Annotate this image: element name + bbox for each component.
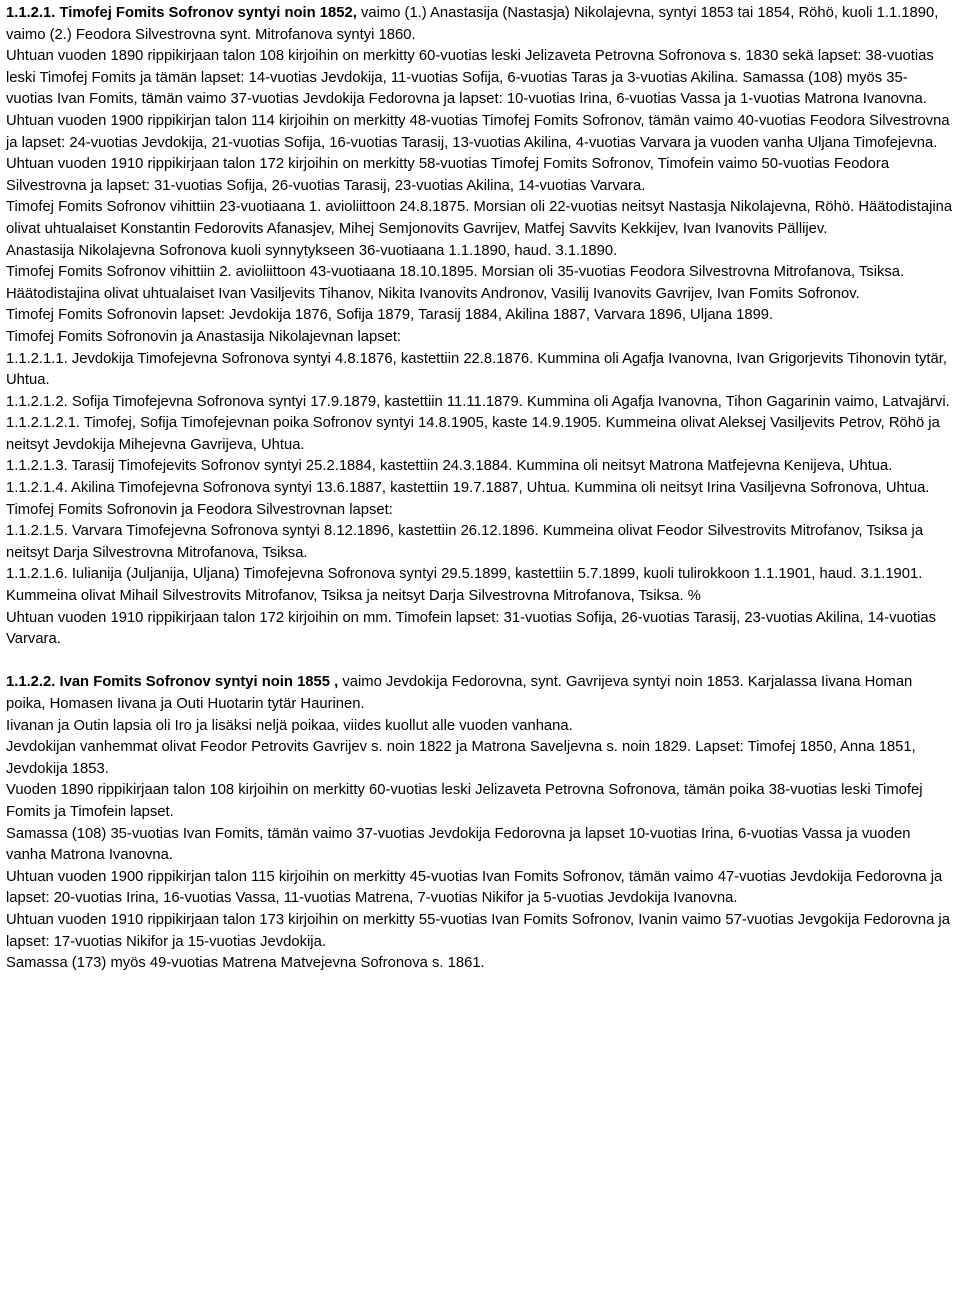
heading-bold-text: 1.1.2.1. Timofej Fomits Sofronov syntyi noin 1852,: [6, 5, 357, 21]
paragraph: Jevdokijan vanhemmat olivat Feodor Petrovits Gavrijev s. noin 1822 ja Matrona Saveljevna s. noin 1829. Lapset: Timofej 1850, Anna 1851, Jevdokija 1853.: [6, 739, 916, 777]
paragraph: Anastasija Nikolajevna Sofronova kuoli synnytykseen 36-vuotiaana 1.1.1890, haud. 3.1.1890.: [6, 242, 618, 259]
paragraph: Timofej Fomits Sofronovin lapset: Jevdokija 1876, Sofija 1879, Tarasij 1884, Akilina 1887, Varvara 1896, Uljana 1899.: [6, 307, 774, 324]
paragraph: Timofej Fomits Sofronovin ja Anastasija Nikolajevnan lapset:: [6, 328, 402, 345]
paragraph: Uhtuan vuoden 1910 rippikirjaan talon 172 kirjoihin on mm. Timofein lapset: 31-vuotias Sofija, 26-vuotias Tarasij, 23-vuotias Akilina, 14-vuotias Varvara.: [6, 609, 936, 648]
section-body-timofej: [6, 46, 954, 651]
paragraph: 1.1.2.1.1. Jevdokija Timofejevna Sofronova syntyi 4.8.1876, kastettiin 22.8.1876. Kummina oli Agafja Ivanovna, Ivan Grigorjevits Tihonovin tytär, Uhtua.: [6, 350, 947, 389]
paragraph: Timofej Fomits Sofronov vihittiin 2. avioliittoon 43-vuotiaana 18.10.1895. Morsian oli 35-vuotias Feodora Silvestrovna Mitrofanova, Tsiksa. Häätodistajina olivat uhtualaiset Ivan Vasiljevits Tihanov, Nikita Ivanovits Andronov, Vasilij Ivanovits Gavrijev, Ivan Fomits Sofronov.: [6, 264, 905, 302]
paragraph: Samassa (108) 35-vuotias Ivan Fomits, tämän vaimo 37-vuotias Jevdokija Fedorovna ja lapset 10-vuotias Irina, 6-vuotias Vassa ja vuoden vanha Matrona Ivanovna.: [6, 825, 911, 864]
paragraph: Uhtuan vuoden 1910 rippikirjaan talon 172 kirjoihin on merkitty 58-vuotias Timofej Fomits Sofronov, Timofein vaimo 50-vuotias Feodora Silvestrovna ja lapset: 31-vuotias Sofija, 26-vuotias Tarasij, 23-vuotias Akilina, 14-vuotias Varvara.: [6, 156, 890, 194]
section-body-ivan: [6, 716, 954, 975]
paragraph: Iivanan ja Outin lapsia oli Iro ja lisäksi neljä poikaa, viides kuollut alle vuoden vanhana.: [6, 717, 573, 734]
paragraph: 1.1.2.1.2.1. Timofej, Sofija Timofejevnan poika Sofronov syntyi 14.8.1905, kaste 14.9.1905. Kummeina olivat Aleksej Vasiljevits Petrov, Röhö ja neitsyt Jevdokija Mihejevna Gavrijeva, Uhtua.: [6, 415, 940, 453]
paragraph: 1.1.2.1.5. Varvara Timofejevna Sofronova syntyi 8.12.1896, kastettiin 26.12.1896. Kummeina olivat Feodor Silvestrovits Mitrofanov, Tsiksa ja neitsyt Darja Silvestrovna Mitrofanova, Tsiksa.: [6, 523, 924, 561]
section-heading-ivan: [6, 672, 954, 715]
heading-bold-text: 1.1.2.2. Ivan Fomits Sofronov syntyi noin 1855 ,: [6, 674, 339, 691]
paragraph: Uhtuan vuoden 1910 rippikirjaan talon 173 kirjoihin on merkitty 55-vuotias Ivan Fomits Sofronov, Ivanin vaimo 57-vuotias Jevgokija Fedorovna ja lapset: 17-vuotias Nikifor ja 15-vuotias Jevdokija.: [6, 911, 950, 950]
paragraph: 1.1.2.1.6. Iulianija (Juljanija, Uljana) Timofejevna Sofronova syntyi 29.5.1899, kastettiin 5.7.1899, kuoli tulirokkoon 1.1.1901, haud. 3.1.1901. Kummeina olivat Mihail Silvestrovits Mitrofanov, Tsiksa ja neitsyt Darja Silvestrovna Mitrofanova, Tsiksa. %: [6, 566, 923, 605]
paragraph: 1.1.2.1.4. Akilina Timofejevna Sofronova syntyi 13.6.1887, kastettiin 19.7.1887, Uhtua. Kummina oli neitsyt Irina Vasiljevna Sofronova, Uhtua.: [6, 480, 930, 497]
paragraph: Timofej Fomits Sofronovin ja Feodora Silvestrovnan lapset:: [6, 501, 393, 518]
section-heading-timofej: [6, 3, 954, 46]
paragraph: Samassa (173) myös 49-vuotias Matrena Matvejevna Sofronova s. 1861.: [6, 955, 485, 972]
paragraph: 1.1.2.1.2. Sofija Timofejevna Sofronova syntyi 17.9.1879, kastettiin 11.11.1879. Kummina oli Agafja Ivanovna, Tihon Gagarinin vaimo, Latvajärvi.: [6, 393, 950, 410]
heading-rest-text: vaimo (1.) Anastasija (Nastasja) Nikolajevna, syntyi 1853 tai 1854, Röhö, kuoli 1.1.1890, vaimo (2.) Feodora Silvestrovna synt. Mitrofanova syntyi 1860.: [6, 5, 939, 43]
section-spacer: [6, 651, 954, 673]
paragraph: Uhtuan vuoden 1890 rippikirjaan talon 108 kirjoihin on merkitty 60-vuotias leski Jelizaveta Petrovna Sofronova s. 1830 sekä lapset: 38-vuotias leski Timofej Fomits ja tämän lapset: 14-vuotias Jevdokija, 11-vuotias Sofija, 6-vuotias Taras ja 3-vuotias Akilina. Samassa (108) myös 35-vuotias Ivan Fomits, tämän vaimo 37-vuotias Jevdokija Fedorovna ja lapset: 10-vuotias Irina, 6-vuotias Vassa ja 1-vuotias Matrona Ivanovna.: [6, 48, 934, 108]
heading-rest-text: vaimo Jevdokija Fedorovna, synt. Gavrijeva syntyi noin 1853. Karjalassa Iivana Homan poika, Homasen Iivana ja Outi Huotarin tytär Haurinen.: [6, 674, 913, 712]
paragraph: Uhtuan vuoden 1900 rippikirjan talon 114 kirjoihin on merkitty 48-vuotias Timofej Fomits Sofronov, tämän vaimo 40-vuotias Feodora Silvestrovna ja lapset: 24-vuotias Jevdokija, 21-vuotias Sofija, 16-vuotias Tarasij, 13-vuotias Akilina, 4-vuotias Varvara ja vuoden vanha Uljana Timofejevna.: [6, 112, 950, 151]
paragraph: Timofej Fomits Sofronov vihittiin 23-vuotiaana 1. avioliittoon 24.8.1875. Morsian oli 22-vuotias neitsyt Nastasja Nikolajevna, Röhö. Häätodistajina olivat uhtualaiset Konstantin Fedorovits Afanasjev, Mihej Semjonovits Gavrijev, Matfej Savvits Kekkijev, Ivan Ivanovits Pällijev.: [6, 199, 953, 237]
paragraph: Vuoden 1890 rippikirjaan talon 108 kirjoihin on merkitty 60-vuotias leski Jelizaveta Petrovna Sofronova, tämän poika 38-vuotias leski Timofej Fomits ja Timofein lapset.: [6, 782, 923, 820]
paragraph: Uhtuan vuoden 1900 rippikirjan talon 115 kirjoihin on merkitty 45-vuotias Ivan Fomits Sofronov, tämän vaimo 47-vuotias Jevdokija Fedorovna ja lapset: 20-vuotias Irina, 16-vuotias Vassa, 11-vuotias Matrena, 7-vuotias Nikifor ja 5-vuotias Jevdokija Ivanovna.: [6, 868, 943, 907]
paragraph: 1.1.2.1.3. Tarasij Timofejevits Sofronov syntyi 25.2.1884, kastettiin 24.3.1884. Kummina oli neitsyt Matrona Matfejevna Kenijeva, Uhtua.: [6, 458, 893, 475]
